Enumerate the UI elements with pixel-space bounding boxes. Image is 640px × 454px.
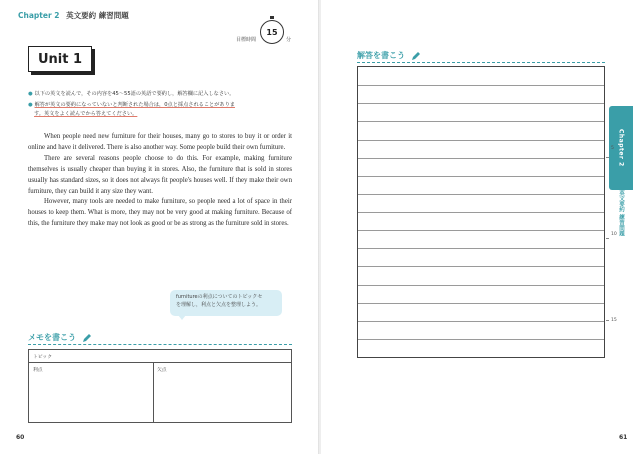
memo-rule [28,344,292,345]
passage-paragraph-3: However, many tools are needed to make furniture, so people need a lot of space in their houses to keep them. What is more, they may not be very good at making furniture. Because of this, the furniture they make may not look as good or be as strong as the furniture sold in stores. [28,198,292,228]
answer-heading [357,50,421,61]
stopwatch-icon [260,20,284,44]
bullet-icon: ● [28,91,33,97]
memo-heading [28,332,92,343]
unit-title [28,46,92,72]
memo-cons-label: 欠点 [157,368,167,373]
answer-line [358,248,604,249]
chapter-heading [18,10,129,21]
answer-line [358,266,604,267]
answer-line [358,121,604,122]
chapter-subtitle: 英文要約 練習問題 [66,11,129,20]
memo-topic-row[interactable] [29,350,291,363]
hint-line-2: を理解し，利点と欠点を整理しよう。 [176,301,262,308]
answer-line [358,285,604,286]
unit-title-text: Unit 1 [37,51,83,67]
instruction-2 [28,101,308,109]
answer-rule [357,62,605,63]
side-tab-chapter-text: Chapter 2 [617,129,625,167]
left-page [0,0,319,454]
instruction-3 [34,110,314,118]
hint-line-1: furnitureの利点についてのトピックセ [176,294,263,300]
answer-line [358,230,604,231]
answer-box[interactable] [357,66,605,358]
answer-title: 解答を書こう [357,51,405,60]
reading-passage [28,132,292,230]
passage-paragraph-1: When people need new furniture for their houses, many go to stores to buy it or order it online and have it delivered. There is also another way. Some people build their own furniture. [28,133,292,151]
timer-label: 目標時間 [236,37,257,43]
instruction-1 [28,90,308,98]
answer-line [358,140,604,141]
instruction-1-text: 以下の英文を読んで，その内容を45〜55語の英語で要約し，解答欄に記入しなさい。 [34,91,235,97]
hint-bubble [170,290,282,316]
side-tab-title-text: 英文要約 練習問題 [618,190,624,236]
answer-line [358,158,604,159]
memo-table[interactable] [28,349,292,423]
line-tick-15 [606,320,609,321]
pencil-icon [411,51,421,61]
bullet-icon: ● [28,102,33,108]
answer-line [358,85,604,86]
instruction-3-text: す。英文をよく読んでから答えてください。 [34,111,138,117]
chapter-label: Chapter 2 [18,11,60,20]
answer-line [358,212,604,213]
memo-pros-label: 利点 [33,368,43,373]
memo-divider [153,362,154,423]
answer-line [358,176,604,177]
answer-line [358,103,604,104]
line-number-10: 10 [611,232,617,237]
timer-value: 15 [266,27,278,37]
memo-title: メモを書こう [28,333,76,342]
side-tab-title [609,190,633,236]
pencil-icon [82,333,92,343]
timer-unit: 分 [286,37,292,43]
line-number-5: 5 [611,146,614,151]
answer-line [358,339,604,340]
memo-topic-label: トピック [33,355,52,360]
line-number-15: 15 [611,318,617,323]
answer-line [358,321,604,322]
line-tick-10 [606,238,609,239]
line-tick-5 [606,157,609,158]
answer-line [358,194,604,195]
instruction-2-text: 解答が英文の要約になっていないと判断された場合は，0点と採点されることがありま [34,102,235,108]
page-number-right: 61 [619,434,628,441]
answer-line [358,303,604,304]
passage-paragraph-2: There are several reasons people choose to do this. For example, making furniture themselves is usually cheaper than buying it in stores. Also, the furniture that is sold in stores usually has standard sizes, so it does not always fit people's houses well. If they make their own furniture, they can build it any size they want. [28,154,292,195]
page-number-left: 60 [16,434,25,441]
